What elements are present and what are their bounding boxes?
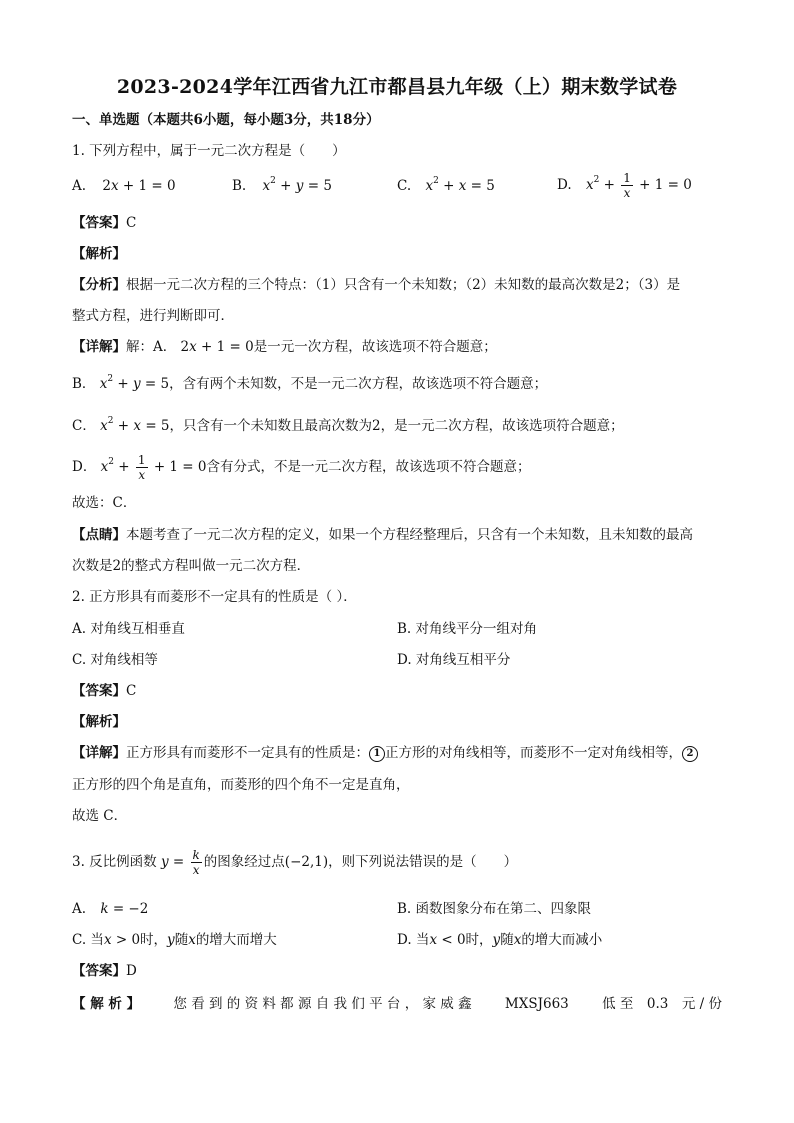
q2-stem: 2. 正方形具有而菱形不一定具有的性质是（ ）． [72, 589, 357, 605]
q1-analysis-tag: 【解析】 [72, 246, 126, 262]
answer-value: C [126, 683, 137, 699]
q1-option-b [232, 177, 332, 195]
q3-optc-y: y [167, 932, 175, 948]
xj-c-formula: $x^2 + x = 5$ [100, 416, 170, 434]
answer-tag: 【答案】 [72, 963, 126, 979]
q1-guxuan: 故选：C． [72, 495, 137, 511]
q3-answer [72, 962, 137, 980]
q1-option-c-formula: $x^2 + x = 5$ [425, 176, 495, 194]
q2-answer [72, 682, 136, 700]
q3-point: (−2,1) [284, 854, 329, 870]
q1-option-b-formula: $x^2 + y = 5$ [262, 176, 332, 194]
answer-value: C [126, 215, 137, 231]
q3-optc-post: 随 [174, 932, 189, 948]
q3-stem-mid: 的图象经过点 [203, 854, 285, 870]
q1-option-a [72, 177, 176, 195]
q1-xiangjie-d [72, 450, 531, 484]
q3-stem-post: ，则下列说法错误的是（ ） [328, 854, 518, 870]
q1-option-a-formula: 2x + 1 = 0 [102, 178, 176, 194]
circled-number-2: 2 [682, 746, 698, 762]
xj-d-post: 含有分式，不是一元二次方程，故该选项不符合题意； [206, 459, 531, 475]
xj-a-formula: 2x + 1 = 0 [180, 339, 254, 355]
q1-option-c [397, 177, 495, 195]
q2-guxuan: 故选 C． [72, 808, 128, 824]
q3-stem-pre: 3. 反比例函数 [72, 854, 157, 870]
section-heading: 一、单选题（本题共6小题，每小题3分，共18分） [72, 112, 380, 128]
xj-c-pre: C． [72, 418, 96, 434]
q2-option-a: A. 对角线互相垂直 [72, 621, 185, 637]
q3-function-formula: y = $\frac{k}{x}$ [160, 848, 200, 877]
q1-xiangjie-a [72, 338, 497, 356]
q1-stem: 1. 下列方程中，属于一元二次方程是（ ） [72, 143, 346, 159]
xiangjie-tag: 【详解】 [72, 339, 126, 355]
xj-d-formula: $x^2$ + $\frac{1}{x}$ + 1 = 0 [100, 453, 207, 482]
xj-1a: 正方形具有而菱形不一定具有的性质是： [126, 745, 369, 761]
q3-option-a-label: A. [72, 901, 87, 917]
q3-optd-end: 的增大而减小 [521, 932, 603, 948]
q1-dianjing-line1 [72, 526, 693, 544]
q1-xiangjie-b [72, 375, 547, 393]
q2-option-b: B. 对角线平分一组对角 [397, 621, 538, 637]
q1-option-d-formula: $x^2$ + $\frac{1}{x}$ + 1 = 0 [585, 171, 692, 200]
q3-option-a-formula: k = −2 [100, 901, 149, 917]
q3-optd-cond: x < 0 [429, 932, 466, 948]
q3-optc-pre: C. 当 [72, 932, 104, 948]
xj-c-post: ，只含有一个未知数且最高次数为2，是一元二次方程，故该选项符合题意； [169, 418, 624, 434]
answer-tag: 【答案】 [72, 683, 126, 699]
xj-1b: 正方形的对角线相等，而菱形不一定对角线相等， [385, 745, 682, 761]
q3-optc-cond: x > 0 [103, 932, 141, 948]
page-title: 2023-2024学年江西省九江市都昌县九年级（上）期末数学试卷 [116, 76, 678, 98]
q1-fenxi-line2: 整式方程，进行判断即可． [72, 308, 234, 324]
q1-option-a-label: A. [72, 178, 87, 194]
q3-option-b: B. 函数图象分布在第二、四象限 [397, 901, 592, 917]
footer-price: 低 至 0.3 元 / 份 [602, 996, 722, 1012]
q1-option-b-label: B. [232, 178, 247, 194]
footer-ad-line [72, 995, 722, 1013]
xj-b-pre: B． [72, 376, 96, 392]
answer-value: D [126, 963, 137, 979]
footer-id: MXSJ663 [504, 996, 569, 1012]
xj-b-formula: $x^2 + y = 5$ [99, 374, 170, 392]
q3-stem [72, 845, 517, 879]
fenxi-text: 根据一元二次方程的三个特点：（1）只含有一个未知数；（2）未知数的最高次数是2；（3）是 [126, 277, 681, 293]
xj-a-pre: 解：A． [126, 339, 177, 355]
q1-answer [72, 214, 136, 232]
circled-number-1: 1 [369, 746, 385, 762]
dianjing-text: 本题考查了一元二次方程的定义，如果一个方程经整理后，只含有一个未知数，且未知数的最高 [126, 527, 693, 543]
footer-text: 您 看 到 的 资 料 都 源 自 我 们 平 台 ， 家 威 鑫 [173, 996, 472, 1012]
q3-optd-pre: D. 当 [397, 932, 430, 948]
q1-xiangjie-c [72, 417, 624, 435]
xiangjie-tag: 【详解】 [72, 745, 126, 761]
q2-xiangjie-line2: 正方形的四个角是直角，而菱形的四个角不一定是直角， [72, 777, 410, 793]
q3-option-c [72, 931, 277, 949]
fenxi-tag: 【分析】 [72, 277, 126, 293]
q2-analysis-tag: 【解析】 [72, 714, 126, 730]
answer-tag: 【答案】 [72, 215, 126, 231]
q2-option-d: D. 对角线互相平分 [397, 652, 511, 668]
dianjing-tag: 【点睛】 [72, 527, 126, 543]
q3-option-a [72, 900, 148, 918]
xj-a-post: 是一元一次方程，故该选项不符合题意； [253, 339, 497, 355]
xj-b-post: ，含有两个未知数，不是一元二次方程，故该选项不符合题意； [169, 376, 548, 392]
q3-optc-mid: 时， [140, 932, 168, 948]
q3-optd-x: x [513, 932, 522, 948]
q3-optd-post: 随 [500, 932, 514, 948]
q3-optc-x: x [188, 932, 196, 948]
q2-option-c: C. 对角线相等 [72, 652, 158, 668]
q1-option-d [557, 168, 692, 202]
q1-fenxi-line1 [72, 276, 680, 294]
q3-optd-mid: 时， [465, 932, 493, 948]
q2-xiangjie-line1 [72, 744, 698, 762]
xj-d-pre: D． [72, 459, 97, 475]
q1-option-c-label: C. [397, 178, 412, 194]
q1-dianjing-line2: 次数是2的整式方程叫做一元二次方程． [72, 558, 311, 574]
q3-optc-end: 的增大而增大 [195, 932, 277, 948]
footer-tag: 【 解 析 】 [72, 996, 141, 1012]
q3-optd-y: y [492, 932, 501, 948]
q1-option-d-label: D. [557, 177, 572, 193]
q3-option-d [397, 931, 602, 949]
